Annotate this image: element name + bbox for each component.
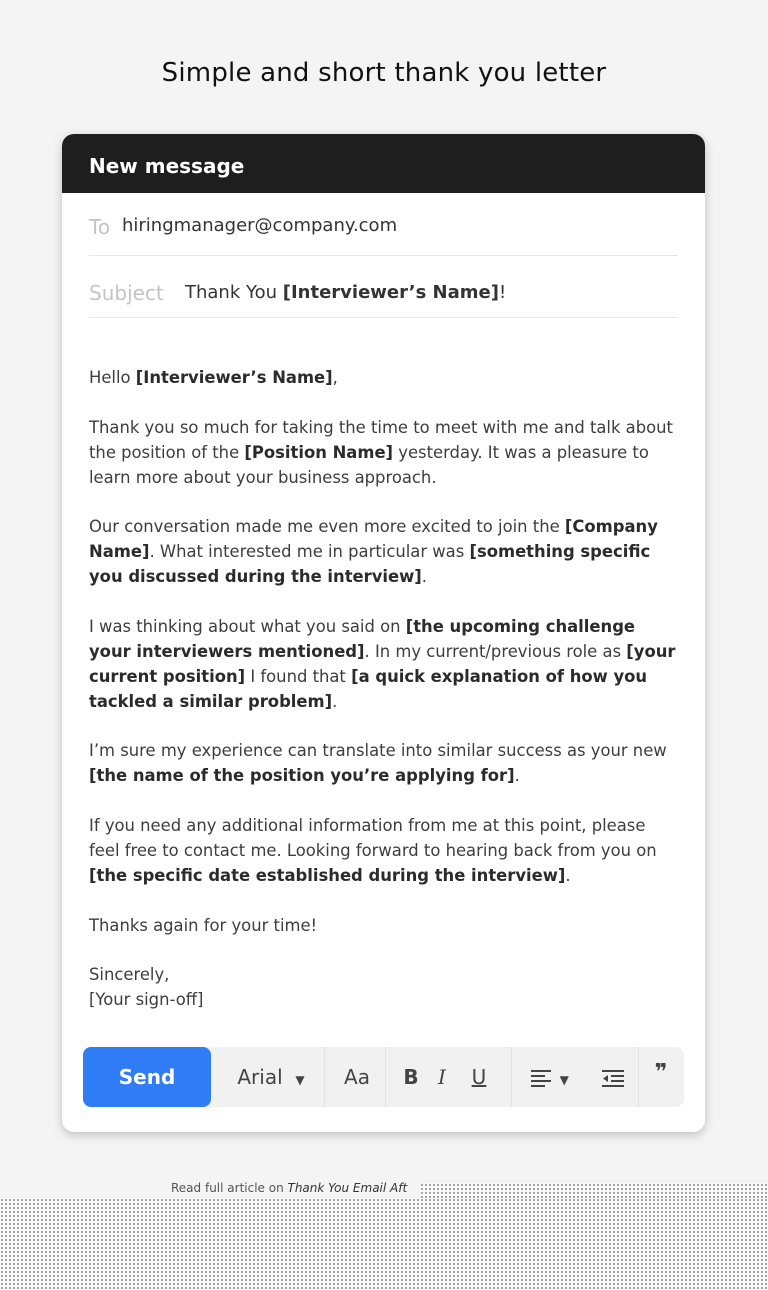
paragraph-4: [89, 738, 679, 788]
p3-placeholder-explanation: [a quick explanation of how you tackled a similar problem]: [89, 666, 648, 711]
compose-header: [62, 134, 705, 193]
quote-button[interactable]: [643, 1047, 679, 1107]
p3-placeholder-position: [your current position]: [89, 641, 676, 686]
p4-placeholder: [the name of the position you’re applying for]: [89, 766, 515, 786]
subject-text-end: !: [498, 282, 507, 303]
italic-button[interactable]: I: [438, 1065, 446, 1089]
p4-punct: .: [514, 766, 520, 786]
chevron-down-icon: ▼: [295, 1073, 305, 1087]
paragraph-1: [89, 415, 679, 490]
send-button[interactable]: Send: [83, 1047, 211, 1107]
p3-text: I was thinking about what you said on: [89, 616, 406, 636]
font-size-button[interactable]: Aa: [344, 1065, 370, 1089]
p4-text: I’m sure my experience can translate into similar success as your new: [89, 741, 667, 761]
message-body[interactable]: [89, 365, 679, 1037]
compose-title: New message: [89, 154, 245, 178]
p2-text: Our conversation made me even more excited to join the: [89, 517, 565, 537]
bold-button[interactable]: B: [403, 1065, 419, 1089]
subject-placeholder: [Interviewer’s Name]: [282, 282, 499, 303]
align-left-icon: [531, 1069, 553, 1089]
p5-placeholder: [the specific date established during the interview]: [89, 865, 566, 885]
p2-punct: .: [421, 567, 428, 587]
to-input[interactable]: hiringmanager@company.com: [122, 215, 398, 236]
closing: Sincerely,: [89, 965, 170, 985]
paragraph-6: Thanks again for your time!: [89, 915, 318, 935]
to-label: To: [89, 215, 111, 239]
quote-icon: ❞: [654, 1060, 668, 1085]
greeting-placeholder: [Interviewer’s Name]: [135, 368, 333, 387]
font-family-value: Arial: [237, 1065, 283, 1089]
footer-prefix: Read full article on: [171, 1181, 288, 1195]
p1-text: Thank you so much for taking the time to meet with me and talk about the position of the: [89, 417, 673, 462]
font-family-select[interactable]: [221, 1047, 321, 1107]
outdent-button[interactable]: [593, 1047, 633, 1107]
p2-placeholder-specific: [something specific you discussed during the interview]: [89, 542, 651, 587]
p2-placeholder-company: [Company Name]: [89, 517, 658, 562]
underline-button[interactable]: U: [471, 1065, 487, 1089]
greeting-punct: ,: [332, 368, 338, 387]
p5-text: If you need any additional information from me at this point, please feel free to contact me. Looking forward to hearing back from you on: [89, 815, 657, 860]
p3-text-mid2: I found that: [245, 666, 352, 686]
paragraph-2: [89, 514, 679, 589]
p2-text-mid: . What interested me in particular was: [149, 542, 470, 562]
footer-article-link[interactable]: Thank You Email Aft: [287, 1181, 408, 1195]
dotted-overlay: [420, 1183, 768, 1198]
subject-label: Subject: [89, 281, 164, 305]
outdent-icon: [602, 1069, 624, 1089]
p1-placeholder: [Position Name]: [244, 442, 394, 462]
closing-block: [89, 962, 679, 1012]
compose-window: [62, 134, 705, 1132]
paragraph-5: [89, 813, 679, 888]
p3-punct: .: [332, 691, 338, 711]
subject-field-row: [89, 256, 678, 318]
p3-text-mid: . In my current/previous role as: [364, 641, 627, 661]
subject-input[interactable]: [185, 282, 506, 303]
p1-text-end: yesterday. It was a pleasure to learn more about your business approach.: [89, 442, 649, 487]
signoff: [Your sign-off]: [89, 990, 204, 1010]
footer-note: [171, 1181, 407, 1195]
greeting: [89, 365, 679, 390]
to-field-row: [89, 193, 678, 256]
p5-punct: .: [565, 865, 571, 885]
subject-text: Thank You: [185, 282, 283, 303]
format-toolbar: [83, 1047, 684, 1107]
p3-placeholder-challenge: [the upcoming challenge your interviewers mentioned]: [89, 616, 636, 661]
chevron-down-icon: ▼: [559, 1073, 569, 1087]
dotted-overlay-band: [0, 1198, 768, 1290]
page-title: Simple and short thank you letter: [161, 58, 607, 88]
align-button[interactable]: [521, 1047, 579, 1107]
greeting-text: Hello: [89, 368, 136, 387]
paragraph-3: [89, 614, 679, 714]
